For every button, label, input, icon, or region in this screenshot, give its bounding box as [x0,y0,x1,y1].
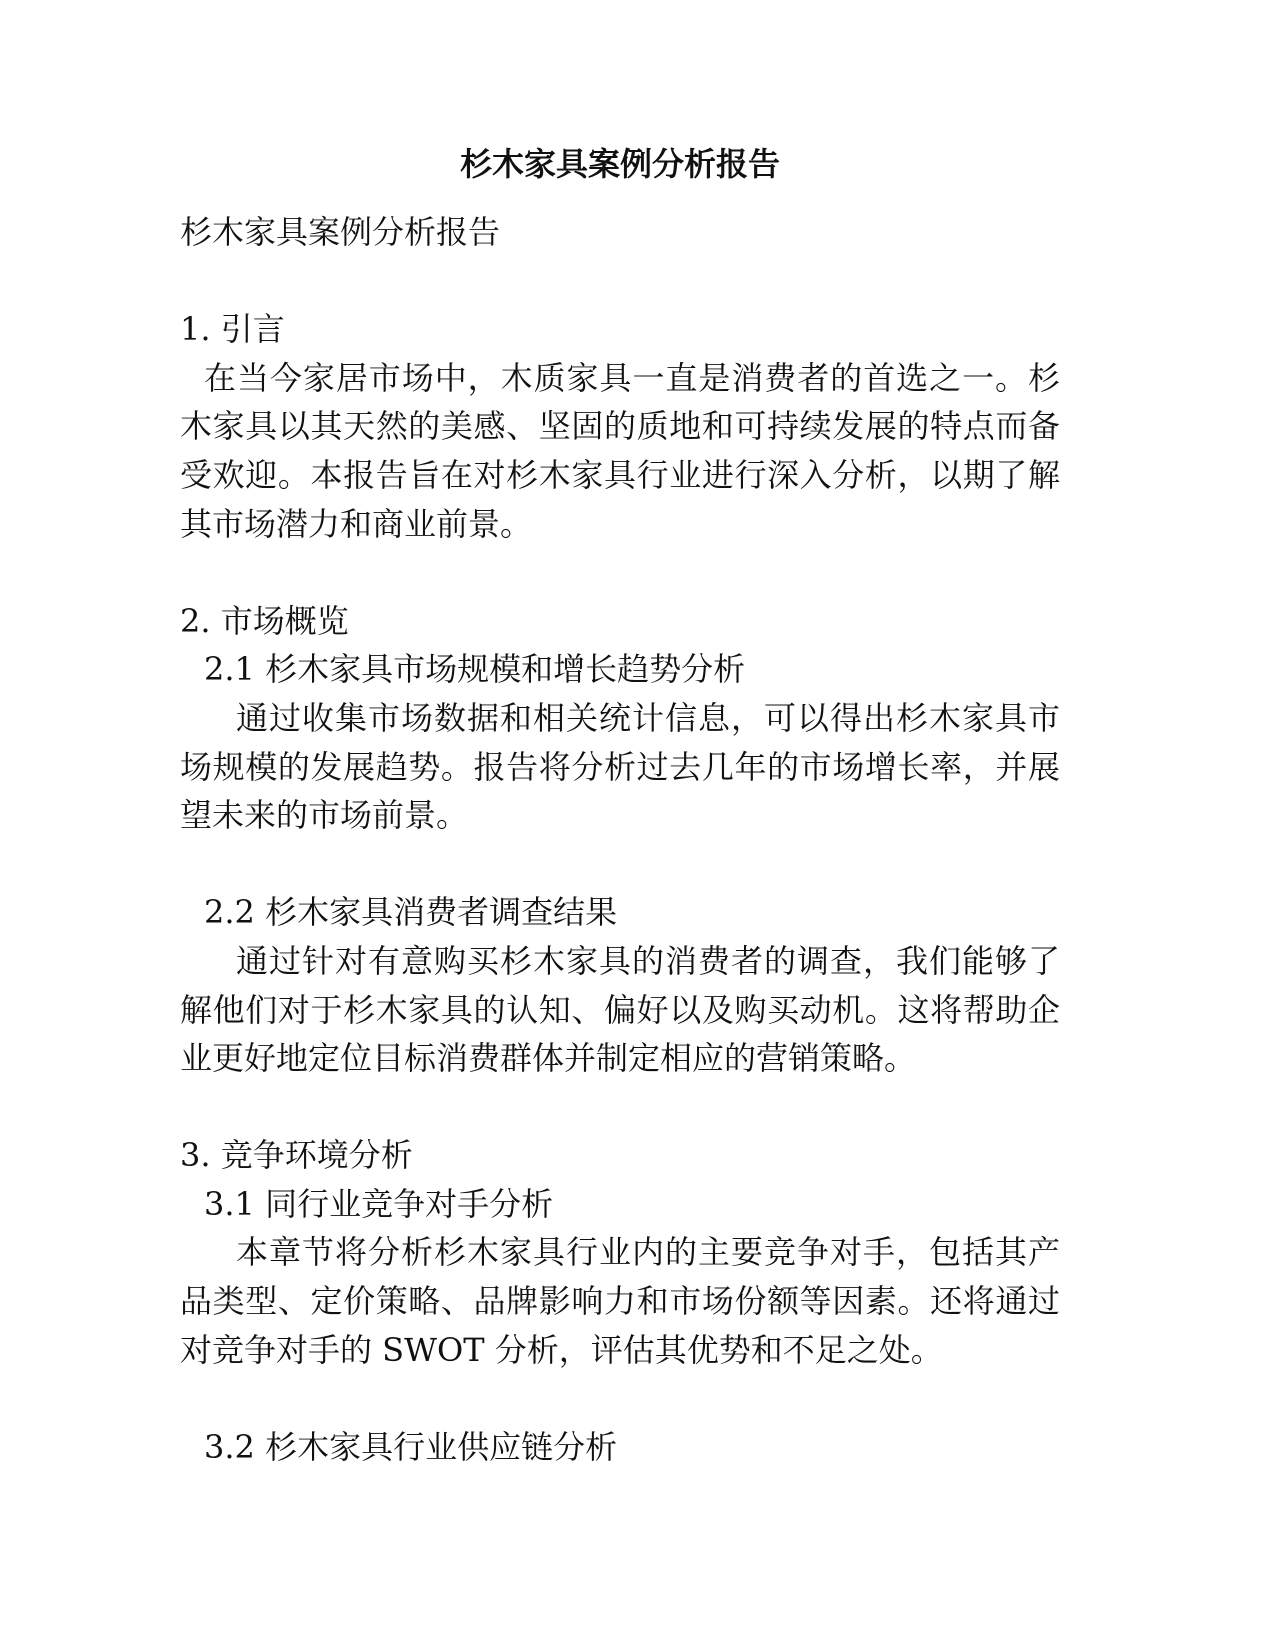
section-2-2-heading: 2.2 杉木家具消费者调查结果 [204,893,618,932]
section-2-1-paragraph: 通过收集市场数据和相关统计信息，可以得出杉木家具市场规模的发展趋势。报告将分析过去几年的市场增长率，并展望未来的市场前景。 [180,698,1060,835]
section-3-heading: 3. 竞争环境分析 [180,1136,413,1175]
section-3-1-paragraph: 本章节将分析杉木家具行业内的主要竞争对手，包括其产品类型、定价策略、品牌影响力和市场份额等因素。还将通过对竞争对手的 SWOT 分析，评估其优势和不足之处。 [180,1233,1060,1369]
document-page [180,140,1060,1471]
section-2-2-paragraph: 通过针对有意购买杉木家具的消费者的调查，我们能够了解他们对于杉木家具的认知、偏好以及购买动机。这将帮助企业更好地定位目标消费群体并制定相应的营销策略。 [180,941,1060,1078]
section-2-1-heading: 2.1 杉木家具市场规模和增长趋势分析 [204,650,746,689]
section-1-paragraph: 在当今家居市场中，木质家具一直是消费者的首选之一。杉木家具以其天然的美感、坚固的质地和可持续发展的特点而备受欢迎。本报告旨在对杉木家具行业进行深入分析，以期了解其市场潜力和商业前景。 [180,358,1060,543]
document-title: 杉木家具案例分析报告 [459,145,780,183]
document-subtitle: 杉木家具案例分析报告 [180,213,501,251]
section-1-heading: 1. 引言 [180,310,285,349]
section-3-1-heading: 3.1 同行业竞争对手分析 [204,1184,554,1223]
spacer [180,840,1060,889]
spacer [180,548,1060,597]
spacer [180,1374,1060,1423]
spacer [180,257,1060,306]
section-2-heading: 2. 市场概览 [180,601,349,640]
section-3-2-heading: 3.2 杉木家具行业供应链分析 [204,1427,618,1466]
spacer [180,1083,1060,1132]
